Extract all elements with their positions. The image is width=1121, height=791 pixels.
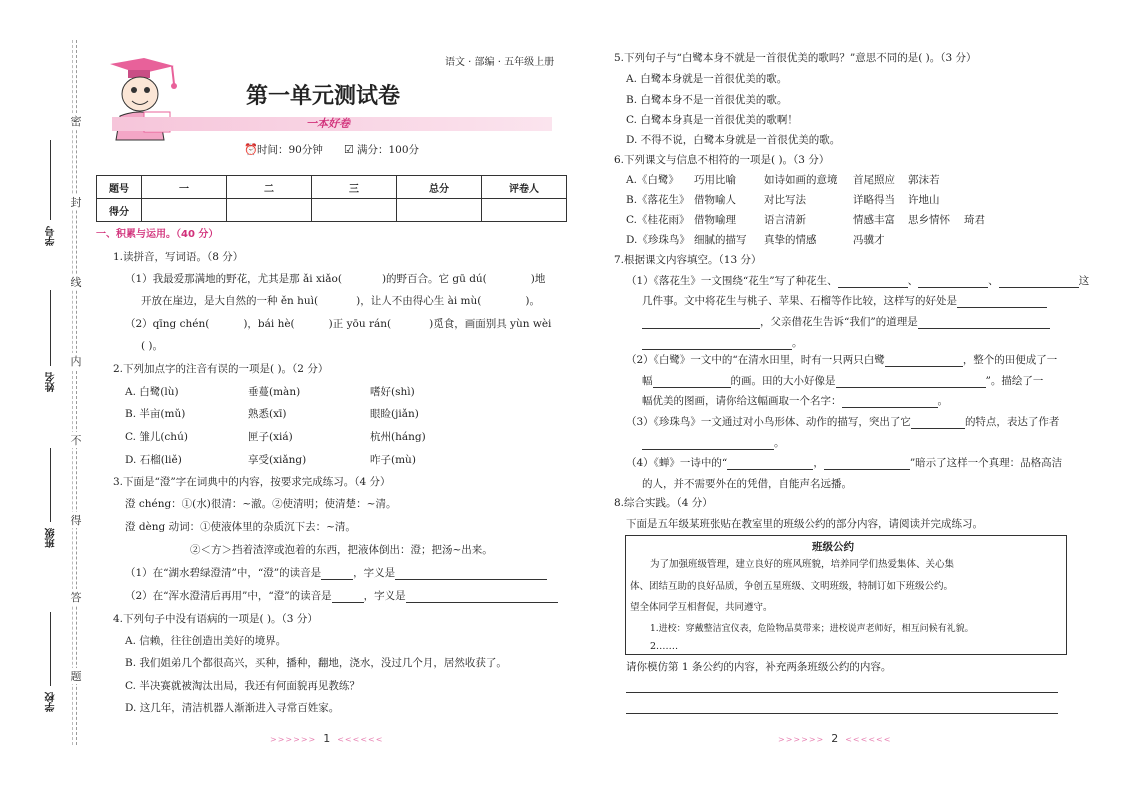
option: 匣子(xiá) (248, 431, 293, 443)
answer-blank[interactable] (957, 296, 1047, 308)
option: 借物喻理 (694, 214, 736, 226)
binding-line-outer (72, 40, 73, 745)
question-3: 3.下面是“澄”字在词典中的内容，按要求完成练习。（4 分） (113, 476, 391, 488)
question-6: 6.下列课文与信息不相符的一项是( )。（3 分） (614, 154, 830, 166)
label-name: 姓名 (46, 372, 57, 392)
score-input[interactable] (312, 199, 397, 222)
option: B. 我们姐弟几个都很高兴，买种，播种，翻地，浇水，没过几个月，居然收获了。 (125, 657, 507, 669)
label-school: 学校 (46, 692, 57, 712)
answer-line[interactable] (626, 713, 1058, 714)
option: B.《落花生》 (626, 194, 690, 206)
score-input[interactable] (142, 199, 227, 222)
option: A.《白鹭》 (626, 174, 679, 186)
q7-1d: 。 (642, 336, 803, 350)
answer-blank[interactable] (642, 338, 792, 350)
option: D. 不得不说，白鹭本身就是一首很优美的歌。 (626, 134, 841, 146)
option: C. 雏儿(chú) (125, 431, 188, 443)
box-text: 为了加强班级管理，建立良好的班风班貌，培养同学们热爱集体、关心集 (650, 559, 955, 570)
option: 语言清新 (764, 214, 806, 226)
option: 咋子(mù) (370, 454, 416, 466)
question-1: 1.读拼音，写词语。（8 分） (113, 251, 244, 263)
option: 巧用比喻 (694, 174, 736, 186)
table-cell: 三 (312, 176, 397, 199)
answer-blank[interactable] (332, 591, 364, 603)
option: C.《桂花雨》 (626, 214, 690, 226)
answer-blank[interactable] (824, 458, 910, 470)
option: 借物喻人 (694, 194, 736, 206)
answer-line[interactable] (626, 692, 1058, 693)
seal-char: 不 (70, 434, 82, 447)
q7-4: （4）《蝉》一诗中的“ ， ”暗示了这样一个真理：品格高洁 (626, 457, 1063, 469)
time-label: 时间：90分钟 (257, 144, 323, 156)
option: 郭沫若 (908, 174, 940, 186)
option: D.《珍珠鸟》 (626, 234, 690, 246)
option: 对比写法 (764, 194, 806, 206)
subject-label: 语文 · 部编 · 五年级上册 (445, 57, 555, 68)
question-2: 2.下列加点字的注音有误的一项是( )。（2 分） (113, 363, 329, 375)
option: 熟悉(xī) (248, 408, 287, 420)
question-4: 4.下列句子中没有语病的一项是( )。（3 分） (113, 613, 318, 625)
box-text: 望全体同学互相督促，共同遵守。 (630, 602, 773, 613)
question-8: 8.综合实践。（4 分） (614, 497, 713, 509)
dict-entry: 澄 dèng 动词：①使液体里的杂质沉下去：~清。 (125, 521, 356, 533)
q7-2: （2）《白鹭》一文中的“在清水田里，时有一只两只白鹭 ，整个的田便成了一 (626, 354, 1058, 366)
page-number-1: >>>>>> 1 <<<<<< (270, 732, 384, 745)
page-number-2: >>>>>> 2 <<<<<< (778, 732, 892, 745)
score-table (96, 175, 567, 222)
score-input[interactable] (482, 199, 567, 222)
box-text: 2.…… (650, 641, 679, 652)
seal-char: 得 (70, 514, 82, 527)
box-text: 体、团结互助的良好品质，争创五星班级、文明班级，特制订如下班级公约。 (630, 581, 954, 592)
score-input[interactable] (227, 199, 312, 222)
answer-blank[interactable] (642, 438, 774, 450)
answer-blank[interactable] (999, 276, 1079, 288)
answer-blank[interactable] (918, 317, 1050, 329)
dict-entry: 澄 chéng：①(水)很清：~澈。②使清明；使清楚：~清。 (125, 498, 397, 510)
table-cell: 总分 (397, 176, 482, 199)
seal-char: 内 (70, 355, 82, 368)
option: 嗜好(shì) (370, 386, 415, 398)
option: 如诗如画的意境 (764, 174, 838, 186)
option: 情感丰富 (853, 214, 895, 226)
box-title: 班级公约 (812, 541, 854, 553)
q7-1: （1）《落花生》一文围绕“花生”写了种花生、 、 、 这 (626, 275, 1090, 287)
seal-char: 封 (70, 196, 82, 209)
table-cell: 一 (142, 176, 227, 199)
score-input[interactable] (397, 199, 482, 222)
answer-blank[interactable] (838, 276, 908, 288)
page-title: 第一单元测试卷 (246, 84, 401, 109)
checkbox-icon: ☑ (344, 143, 354, 156)
option: 思乡情怀 (908, 214, 950, 226)
option: A. 白鹭本身就是一首很优美的歌。 (626, 73, 788, 85)
option: 享受(xiǎng) (248, 454, 307, 466)
answer-blank[interactable] (836, 376, 986, 388)
q3-sub1: （1）在“湖水碧绿澄清”中，“澄”的读音是 ，字义是 (125, 566, 547, 580)
q3-sub2: （2）在“浑水澄清后再用”中，“澄”的读音是 ，字义是 (125, 589, 558, 603)
score-label: 满分：100分 (357, 144, 420, 156)
section-heading: 一、积累与运用。（40 分） (96, 229, 219, 240)
option: 细腻的描写 (694, 234, 747, 246)
q7-1b: 几件事。文中将花生与桃子、苹果、石榴等作比较，这样写的好处是 (642, 294, 1047, 308)
q7-1c: ，父亲借花生告诉“我们”的道理是 (642, 315, 1050, 329)
seal-char: 答 (70, 591, 82, 604)
option: B. 白鹭本身不是一首很优美的歌。 (626, 94, 788, 106)
option: D. 这几年，清洁机器人渐渐进入寻常百姓家。 (125, 702, 340, 714)
q1-line3: （2）qīng chén( )，bái hè( )正 yōu rán( )觅食，画面别具 yùn wèi (125, 318, 552, 330)
answer-blank[interactable] (642, 317, 760, 329)
dict-entry: ②＜方＞挡着渣滓或泡着的东西，把液体倒出：澄；把汤~出来。 (190, 544, 493, 556)
q7-2b: 幅 的画。田的大小好像是 ”。描绘了一 (642, 375, 1044, 387)
answer-blank[interactable] (395, 568, 547, 580)
q8-task: 请你模仿第 1 条公约的内容，补充两条班级公约的内容。 (626, 661, 892, 673)
q7-4b: 的人，并不需要外在的凭借，自能声名远播。 (642, 478, 852, 490)
table-cell: 得分 (97, 199, 142, 222)
label-class: 班级 (46, 528, 57, 548)
answer-blank[interactable] (918, 276, 988, 288)
option: C. 白鹭本身真是一首很优美的歌啊！ (626, 114, 798, 126)
answer-blank[interactable] (653, 376, 731, 388)
q1-line2: 开放在崖边，是大自然的一种 ěn huì( )，让人不由得心生 ài mù( )。 (141, 295, 540, 307)
option: 真挚的情感 (764, 234, 817, 246)
option: 冯骥才 (853, 234, 885, 246)
q7-3b: 。 (642, 436, 785, 450)
question-7: 7.根据课文内容填空。（13 分） (614, 254, 762, 266)
clock-icon: ⏰ (244, 143, 258, 156)
option: 杭州(háng) (370, 431, 426, 443)
field-line[interactable] (50, 290, 51, 366)
option: D. 石榴(liě) (125, 454, 182, 466)
q7-3: （3）《珍珠鸟》一文通过对小鸟形体、动作的描写，突出了它 的特点，表达了作者 (626, 416, 1060, 428)
option: 许地山 (908, 194, 940, 206)
q1-line1: （1）我最爱那满地的野花，尤其是那 ǎi xiǎo( )的野百合。它 gū dú( )地 (125, 273, 546, 285)
field-line[interactable] (50, 612, 51, 686)
table-cell: 二 (227, 176, 312, 199)
table-row (97, 199, 567, 222)
answer-blank[interactable] (727, 458, 813, 470)
option: 琦君 (964, 214, 985, 226)
seal-char: 题 (70, 670, 82, 683)
option: A. 白鹭(lù) (125, 386, 179, 398)
option: A. 信赖，往往创造出美好的境界。 (125, 635, 287, 647)
option: 眼睑(jiǎn) (370, 408, 419, 420)
box-text: 1.进校：穿戴整洁宜仪表，危险物品莫带来；进校说声老师好，相互问候有礼貌。 (650, 624, 974, 634)
answer-blank[interactable] (885, 355, 963, 367)
q7-2c: 幅优美的图画，请你给这幅画取一个名字： 。 (642, 395, 948, 407)
option: C. 半决赛就被淘汰出局，我还有何面貌再见教练？ (125, 680, 360, 692)
binding-line-inner (76, 40, 77, 745)
field-line[interactable] (50, 140, 51, 220)
q8-intro: 下面是五年级某班张贴在教室里的班级公约的部分内容，请阅读并完成练习。 (626, 518, 983, 530)
seal-char: 密 (70, 115, 82, 128)
q1-line4: ( )。 (141, 340, 164, 352)
option: B. 半亩(mǔ) (125, 408, 186, 420)
brand-label: 一本好卷 (306, 117, 350, 130)
seal-char: 线 (70, 276, 82, 289)
answer-blank[interactable] (911, 417, 965, 429)
table-row (97, 176, 567, 199)
field-line[interactable] (50, 448, 51, 522)
table-cell: 评卷人 (482, 176, 567, 199)
answer-blank[interactable] (321, 568, 353, 580)
answer-blank[interactable] (406, 591, 558, 603)
option: 垂蔓(màn) (248, 386, 301, 398)
answer-blank[interactable] (842, 396, 938, 408)
label-student-id: 学号 (46, 226, 57, 246)
option: 首尾照应 (853, 174, 895, 186)
question-5: 5.下列句子与“白鹭本身不就是一首很优美的歌吗？”意思不同的是( )。（3 分） (614, 52, 977, 64)
table-cell: 题号 (97, 176, 142, 199)
option: 详略得当 (853, 194, 895, 206)
